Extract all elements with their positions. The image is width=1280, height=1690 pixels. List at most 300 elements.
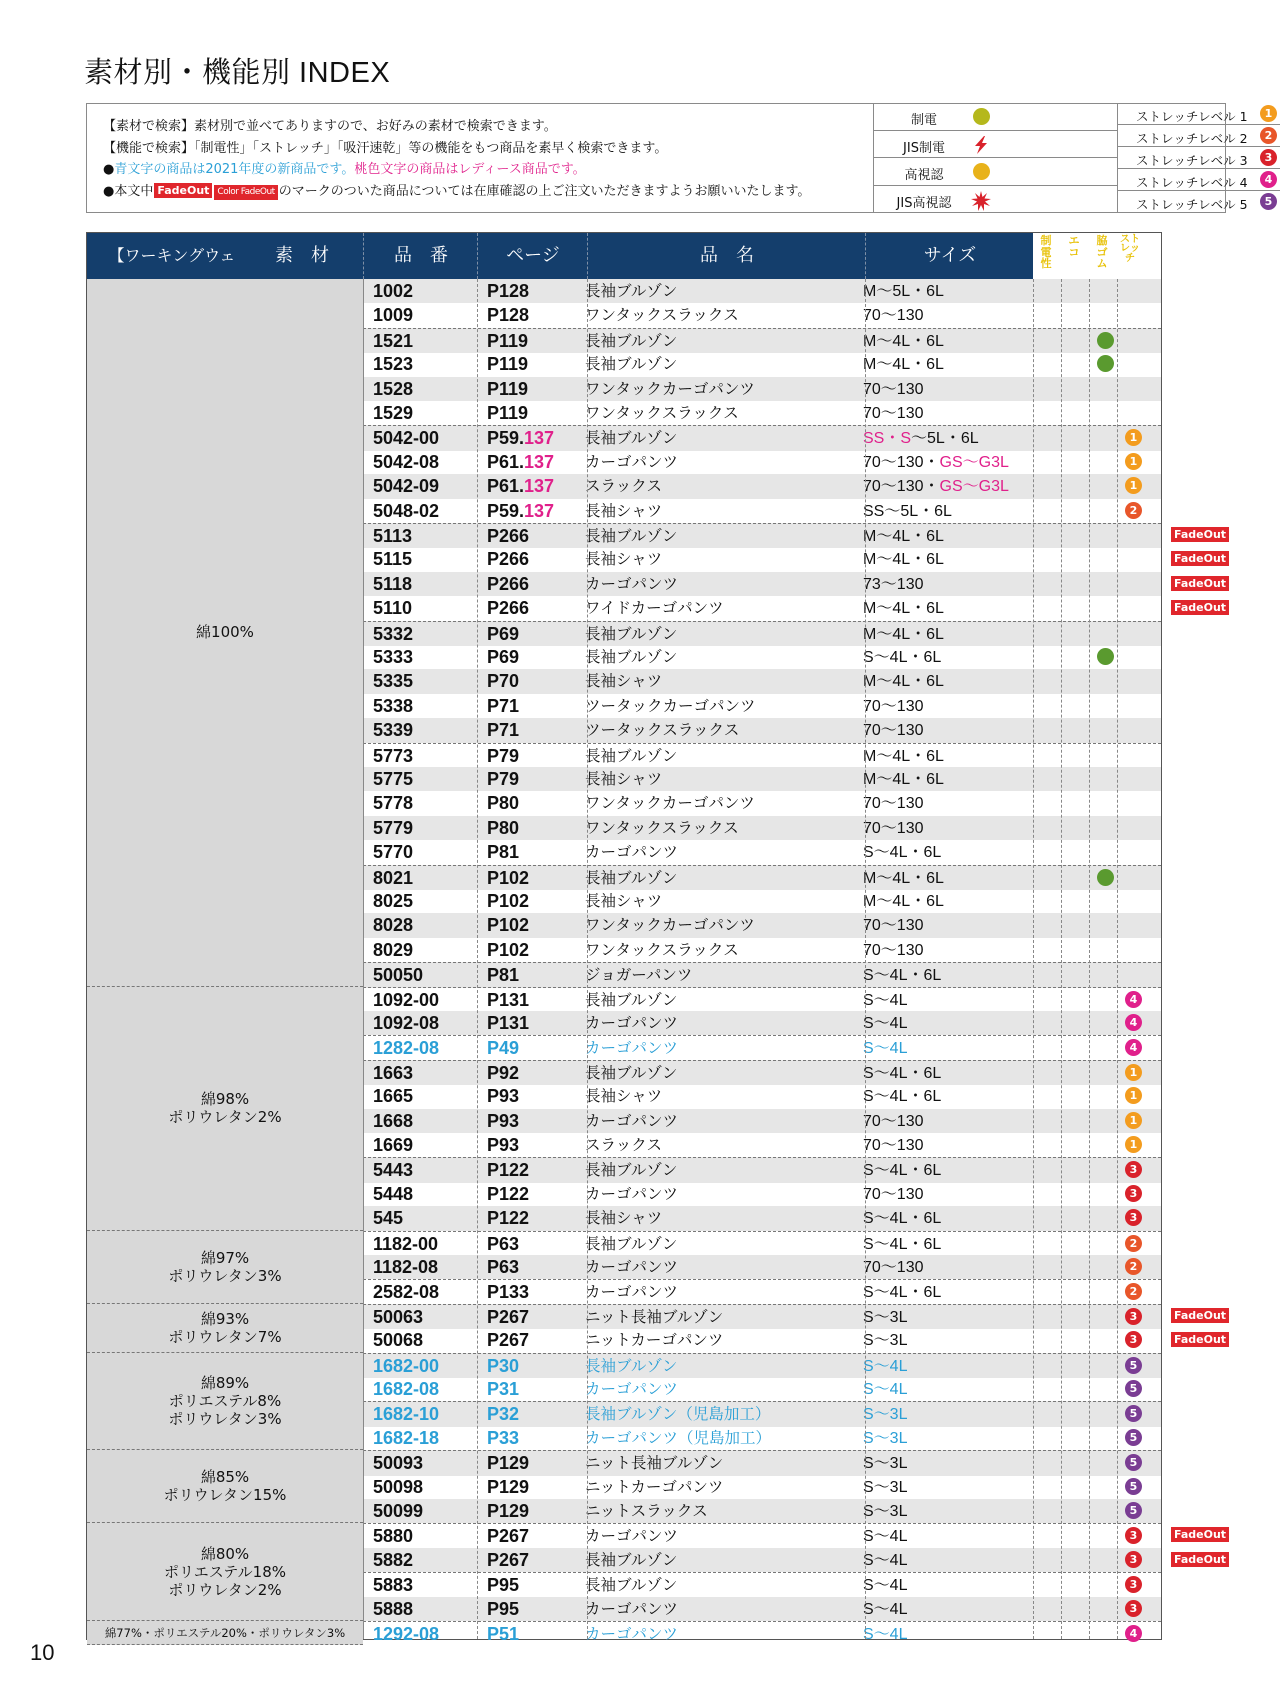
fadeout-badge: FadeOut — [1171, 600, 1229, 615]
product-code: 5335 — [373, 671, 414, 692]
product-name: 長袖ブルゾン — [585, 527, 678, 545]
stretch-level-icon: 5 — [1125, 1478, 1142, 1495]
stretch-1-icon: 1 — [1260, 105, 1277, 122]
table-row — [363, 1572, 1161, 1597]
stretch-legend — [1117, 103, 1280, 213]
size-range: S〜4L — [863, 1381, 908, 1398]
fadeout-badge: FadeOut — [1171, 576, 1229, 591]
table-row — [363, 572, 1161, 596]
legend-label: ストレッチレベル 3 — [1136, 153, 1248, 168]
size-range: S〜3L — [863, 1478, 908, 1496]
size-range: 70〜130 — [863, 405, 924, 422]
size-range: 70〜130 — [863, 697, 924, 715]
stretch-level-icon: 1 — [1125, 1064, 1142, 1081]
divider — [363, 279, 364, 1639]
product-name: カーゴパンツ — [585, 1380, 679, 1398]
size-range: 70〜130 — [863, 795, 924, 813]
stretch-level-icon: 1 — [1125, 429, 1142, 446]
page-ref: P95 — [487, 1598, 520, 1619]
legend-stretch-1 — [1118, 103, 1280, 125]
size-range: S〜4L・6L — [863, 1235, 942, 1253]
stretch-level-icon: 1 — [1125, 1136, 1142, 1153]
size-range: M〜4L・6L — [863, 673, 944, 691]
size-part: 70〜130・ — [863, 453, 940, 471]
divider — [1061, 279, 1062, 1639]
page-ref: P267 — [487, 1549, 530, 1570]
product-code: 5779 — [373, 817, 414, 838]
size-range: S〜4L — [863, 1357, 908, 1375]
product-code: 50068 — [373, 1330, 424, 1351]
stretch-level-icon: 5 — [1125, 1357, 1142, 1374]
legend-label: ストレッチレベル 1 — [1136, 109, 1248, 124]
page-ref: P61.137 — [487, 451, 555, 472]
table-row — [363, 865, 1161, 890]
size-range: S〜4L・6L — [863, 1210, 942, 1228]
page-ref: P79 — [487, 745, 520, 766]
page-ref: P93 — [487, 1135, 520, 1155]
table-row — [363, 1011, 1161, 1035]
header-page: ページ — [477, 233, 588, 279]
product-name: 長袖ブルゾン — [585, 282, 678, 300]
legend-label: 高視認 — [904, 168, 944, 183]
size-range: S〜3L — [863, 1406, 908, 1424]
product-code: 50063 — [373, 1306, 424, 1327]
size-range: SS〜5L・6L — [863, 502, 952, 520]
product-code: 5448 — [373, 1183, 414, 1204]
table-row — [363, 791, 1161, 815]
product-name: ワンタックカーゴパンツ — [585, 916, 755, 935]
product-code: 50099 — [373, 1501, 424, 1521]
size-range: S〜3L — [863, 1308, 908, 1326]
product-code: 5333 — [373, 647, 414, 667]
size-range: M〜4L・6L — [863, 528, 944, 545]
size-range: 70〜130 — [863, 1185, 924, 1203]
page-ref: P93 — [487, 1086, 520, 1107]
product-code: 5443 — [373, 1160, 414, 1181]
size-range: M〜4L・6L — [863, 332, 944, 350]
product-name: 長袖シャツ — [585, 770, 663, 788]
divider — [865, 279, 866, 1639]
size-range: M〜4L・6L — [863, 747, 944, 765]
table-row — [363, 1597, 1161, 1621]
product-name: 長袖ブルゾン — [585, 868, 678, 887]
size-range: 70〜130 — [863, 819, 924, 837]
table-row — [363, 1255, 1161, 1279]
page-ref: P92 — [487, 1062, 520, 1083]
product-code: 50093 — [373, 1453, 424, 1474]
product-code: 5882 — [373, 1549, 414, 1570]
header-waki-gomu: 脇ゴム — [1096, 234, 1108, 270]
table-row — [363, 303, 1161, 327]
header-category: 【ワーキングウェ — [108, 246, 236, 265]
product-code: 5883 — [373, 1575, 414, 1596]
size-range: 70〜130 — [863, 722, 924, 740]
header-code: 品 番 — [363, 233, 478, 279]
page-ref: P71 — [487, 720, 520, 741]
note-color-legend — [103, 159, 810, 181]
product-name: カーゴパンツ — [585, 452, 679, 471]
size-range: S〜3L — [863, 1429, 908, 1447]
stretch-level-icon: 2 — [1125, 1235, 1142, 1252]
bullet: ● — [103, 162, 115, 177]
page-ref: P128 — [487, 305, 530, 326]
page-ref: P129 — [487, 1476, 530, 1497]
product-name: 長袖ブルゾン — [585, 624, 678, 643]
table-row — [363, 474, 1161, 498]
lightning-icon — [971, 136, 991, 154]
stretch-level-icon: 4 — [1125, 1039, 1142, 1056]
table-row — [363, 547, 1161, 571]
table-row — [363, 1035, 1161, 1060]
legend-jis-seiden — [874, 131, 1118, 159]
size-range: S〜4L・6L — [863, 649, 942, 666]
stretch-level-icon: 1 — [1125, 1087, 1142, 1104]
product-name: 長袖シャツ — [585, 892, 663, 910]
product-code: 1669 — [373, 1135, 414, 1155]
product-code: 1292-08 — [373, 1624, 440, 1644]
fadeout-badge: FadeOut — [1171, 1332, 1229, 1347]
product-code: 1521 — [373, 330, 414, 351]
size-range: M〜4L・6L — [863, 869, 944, 887]
size-part: GS〜G3L — [939, 453, 1009, 471]
product-name: 長袖シャツ — [585, 501, 663, 520]
size-range: S〜3L — [863, 1503, 908, 1520]
product-code: 1282-08 — [373, 1038, 440, 1059]
page-ref: P81 — [487, 842, 520, 863]
page-ref: P80 — [487, 793, 520, 814]
product-code: 8028 — [373, 915, 414, 936]
size-range: M〜4L・6L — [863, 771, 944, 788]
page-ref: P267 — [487, 1306, 530, 1327]
legend-jis-koshinin — [874, 186, 1118, 214]
table-row — [363, 1279, 1161, 1304]
table-row — [363, 1328, 1161, 1352]
size-part: 70〜130・ — [863, 478, 940, 496]
product-code: 8029 — [373, 939, 414, 960]
stretch-level-icon: 3 — [1125, 1161, 1142, 1178]
product-name: 長袖ブルゾン — [585, 1576, 678, 1595]
product-name: ワンタックスラックス — [585, 404, 739, 422]
product-name: カーゴパンツ（児島加工） — [585, 1428, 772, 1447]
size-range: M〜4L・6L — [863, 625, 944, 643]
product-name: 長袖ブルゾン — [585, 355, 678, 374]
table-row — [363, 401, 1161, 425]
page-ref: P119 — [487, 403, 529, 423]
page-ref: P71 — [487, 695, 520, 716]
table-row — [363, 816, 1161, 840]
legend-label: JIS制電 — [903, 140, 945, 156]
product-code: 5778 — [373, 793, 414, 814]
table-row — [363, 450, 1161, 474]
size-range: 73〜130 — [863, 575, 924, 593]
page-ref: P69 — [487, 623, 520, 644]
page-ref: P30 — [487, 1355, 520, 1376]
size-range: S〜3L — [863, 1332, 908, 1350]
ladies-page-ref: 137 — [524, 428, 555, 449]
product-code: 8021 — [373, 867, 414, 888]
product-name: ツータックカーゴパンツ — [585, 696, 756, 715]
stretch-level-icon: 3 — [1125, 1576, 1142, 1593]
table-row — [363, 1353, 1161, 1378]
product-code: 5048-02 — [373, 500, 440, 521]
fadeout-badge: FadeOut — [1171, 551, 1229, 566]
table-row — [363, 1084, 1161, 1108]
material-group — [87, 1450, 363, 1523]
page-title: 素材別・機能別 INDEX — [84, 57, 391, 89]
product-code: 5042-08 — [373, 451, 440, 472]
page-ref: P122 — [487, 1160, 530, 1181]
table-row — [363, 377, 1161, 401]
product-name: カーゴパンツ — [585, 574, 679, 593]
product-code: 1529 — [373, 403, 414, 423]
divider — [477, 279, 478, 1639]
stretch-level-icon: 3 — [1125, 1600, 1142, 1617]
divider — [1033, 279, 1034, 1639]
fadeout-badge: FadeOut — [1171, 1527, 1229, 1542]
legend-seiden — [874, 103, 1118, 131]
page-ref: P267 — [487, 1526, 530, 1547]
table-row — [363, 1621, 1161, 1646]
product-name: カーゴパンツ — [585, 1039, 679, 1058]
product-name: カーゴパンツ — [585, 1258, 679, 1276]
material-label: 綿85% ポリウレタン15% — [163, 1468, 287, 1505]
product-code: 5115 — [373, 549, 413, 570]
header-size: サイズ — [865, 233, 1034, 279]
size-range: S〜4L — [863, 991, 908, 1009]
product-name: 長袖ブルゾン — [585, 1161, 678, 1180]
product-code: 1528 — [373, 378, 414, 399]
olive-dot-icon — [971, 108, 991, 126]
product-name: ワイドカーゴパンツ — [585, 599, 724, 618]
product-name: カーゴパンツ — [585, 1184, 679, 1203]
table-row — [363, 669, 1161, 693]
size-range: S〜4L・6L — [863, 844, 942, 862]
size-range: S〜4L — [863, 1040, 908, 1058]
waki-gomu-dot-icon — [1097, 332, 1114, 349]
product-code: 1092-00 — [373, 989, 440, 1010]
product-code: 5042-09 — [373, 476, 440, 497]
material-group — [87, 1353, 363, 1451]
product-name: ニット長袖ブルゾン — [585, 1307, 724, 1326]
product-code: 50050 — [373, 965, 424, 986]
note-function-search: 【機能で検索】「制電性」「ストレッチ」「吸汗速乾」等の機能をもつ商品を素早く検索できます。 — [103, 140, 668, 156]
material-label: 綿77%・ポリエステル20%・ポリウレタン3% — [104, 1625, 346, 1640]
product-code: 545 — [373, 1208, 404, 1229]
stretch-level-icon: 2 — [1125, 1283, 1142, 1300]
ladies-page-ref: 137 — [524, 451, 555, 472]
size-range: S〜4L — [863, 1528, 908, 1546]
product-name: 長袖シャツ — [585, 550, 663, 569]
product-code: 5773 — [373, 745, 414, 766]
size-range: M〜4L・6L — [863, 600, 944, 618]
page-ref: P59.137 — [487, 428, 555, 449]
product-name: ニット長袖ブルゾン — [585, 1454, 724, 1473]
product-code: 5775 — [373, 769, 414, 789]
legend-stretch-3 — [1118, 147, 1280, 169]
page-ref: P129 — [487, 1501, 530, 1521]
waki-gomu-dot-icon — [1097, 648, 1114, 665]
table-row — [363, 1426, 1161, 1450]
product-code: 1523 — [373, 354, 414, 375]
page-ref: P119 — [487, 378, 529, 399]
size-range: S〜4L — [863, 1551, 908, 1569]
page-ref: P129 — [487, 1453, 530, 1474]
stretch-level-icon: 4 — [1125, 991, 1142, 1008]
size-range: S〜3L — [863, 1455, 908, 1473]
legend-label: ストレッチレベル 5 — [1136, 197, 1248, 212]
table-row — [363, 1206, 1161, 1230]
table-row — [363, 645, 1161, 669]
waki-gomu-dot-icon — [1097, 355, 1114, 372]
size-range — [863, 474, 1009, 498]
page-ref: P122 — [487, 1208, 530, 1229]
product-name: 長袖ブルゾン — [585, 746, 678, 765]
stretch-level-icon: 1 — [1125, 1112, 1142, 1129]
material-group — [87, 1523, 363, 1621]
product-name: 長袖ブルゾン — [585, 1356, 678, 1375]
size-range: S〜4L・6L — [863, 1064, 942, 1082]
stretch-level-icon: 3 — [1125, 1551, 1142, 1568]
table-row — [363, 889, 1161, 913]
page-ref: P266 — [487, 598, 530, 619]
table-row — [363, 1231, 1161, 1256]
product-name: ワンタックスラックス — [585, 818, 739, 837]
page-ref: P102 — [487, 915, 530, 936]
product-name: カーゴパンツ — [585, 843, 679, 862]
stretch-4-icon: 4 — [1260, 171, 1277, 188]
product-code: 1009 — [373, 305, 414, 326]
size-range: S〜4L・6L — [863, 967, 942, 985]
size-part: 〜5L・6L — [911, 430, 979, 448]
fadeout-badge: FadeOut — [1171, 527, 1229, 542]
stretch-level-icon: 3 — [1125, 1308, 1142, 1325]
size-range: S〜4L・6L — [863, 1284, 942, 1302]
fadeout-badge: FadeOut — [1171, 1552, 1229, 1567]
divider — [1117, 279, 1118, 1639]
table-row — [363, 1548, 1161, 1572]
size-range: S〜4L — [863, 1015, 908, 1032]
table-row — [363, 328, 1161, 353]
table-row — [363, 1401, 1161, 1426]
note-material-search: 【素材で検索】素材別で並べてありますので、お好みの素材で検索できます。 — [103, 119, 557, 134]
product-name: 長袖ブルゾン — [585, 1063, 678, 1082]
table-row — [363, 1109, 1161, 1133]
page-ref: P128 — [487, 281, 530, 301]
product-name: カーゴパンツ — [585, 1527, 679, 1546]
material-group — [87, 1621, 363, 1645]
header-name: 品 名 — [587, 233, 866, 279]
material-group — [87, 1304, 363, 1353]
product-name: 長袖ブルゾン — [585, 1234, 678, 1253]
material-label: 綿93% ポリウレタン7% — [168, 1309, 282, 1346]
stretch-level-icon: 4 — [1125, 1014, 1142, 1031]
page-ref: P61.137 — [487, 476, 555, 497]
size-range: S〜4L・6L — [863, 1162, 942, 1180]
size-range: S〜4L — [863, 1626, 908, 1643]
product-name: ジョガーパンツ — [585, 966, 693, 985]
product-code: 5888 — [373, 1598, 414, 1619]
table-row — [363, 621, 1161, 646]
note-fadeout — [103, 181, 810, 203]
page-ref: P51 — [487, 1624, 520, 1644]
ladies-page-ref: 137 — [524, 500, 555, 521]
product-code: 5110 — [373, 598, 413, 619]
ladies-page-ref: 137 — [524, 476, 555, 497]
page-ref: P122 — [487, 1183, 530, 1204]
product-code: 1182-00 — [373, 1233, 439, 1254]
page-ref: P70 — [487, 671, 520, 692]
table-row — [363, 913, 1161, 937]
product-code: 1002 — [373, 281, 414, 301]
product-code: 5880 — [373, 1526, 414, 1547]
size-range: 70〜130 — [863, 917, 924, 935]
stretch-5-icon: 5 — [1260, 193, 1277, 210]
product-code: 1663 — [373, 1062, 414, 1083]
size-range: 70〜130 — [863, 1259, 924, 1276]
legend-label: JIS高視認 — [896, 195, 952, 211]
stretch-level-icon: 5 — [1125, 1429, 1142, 1446]
table-row — [363, 962, 1161, 987]
product-code: 5332 — [373, 623, 414, 644]
product-code: 5113 — [373, 526, 413, 546]
product-name: 長袖ブルゾン — [585, 331, 678, 350]
page-ref: P131 — [487, 989, 530, 1010]
stretch-3-icon: 3 — [1260, 149, 1277, 166]
stretch-level-icon: 5 — [1125, 1454, 1142, 1471]
stretch-level-icon: 3 — [1125, 1331, 1142, 1348]
table-row — [363, 499, 1161, 523]
legend-koshinin — [874, 158, 1118, 186]
page-ref: P267 — [487, 1330, 530, 1351]
product-code: 50098 — [373, 1476, 424, 1497]
table-row — [363, 1304, 1161, 1329]
product-name: カーゴパンツ — [585, 1599, 679, 1618]
product-name: ニットカーゴパンツ — [585, 1477, 724, 1496]
product-code: 8025 — [373, 891, 414, 911]
stretch-level-icon: 3 — [1125, 1185, 1142, 1202]
material-group — [87, 987, 363, 1231]
page-ref: P32 — [487, 1404, 520, 1425]
size-range — [863, 450, 1009, 474]
page-ref: P266 — [487, 549, 530, 570]
note-pink-text: 桃色文字の商品はレディース商品です。 — [354, 162, 586, 177]
material-label: 綿100% — [196, 623, 254, 642]
page-ref: P119 — [487, 354, 529, 375]
product-name: ワンタックカーゴパンツ — [585, 379, 755, 398]
material-label: 綿89% ポリエステル8% ポリウレタン3% — [168, 1373, 282, 1428]
product-code: 5770 — [373, 842, 414, 863]
product-code: 1682-18 — [373, 1427, 440, 1448]
header-function-area — [1033, 233, 1161, 279]
product-name: ワンタックスラックス — [585, 306, 739, 325]
stretch-level-icon: 2 — [1125, 1258, 1142, 1275]
product-code: 1182-08 — [373, 1257, 439, 1277]
table-row — [363, 1133, 1161, 1157]
table-row — [363, 1060, 1161, 1085]
fadeout-badge: FadeOut — [154, 183, 212, 198]
size-part: GS〜G3L — [939, 478, 1009, 496]
table-row — [363, 279, 1161, 303]
product-name: スラックス — [585, 1136, 663, 1154]
page-ref: P33 — [487, 1427, 520, 1448]
product-name: 長袖ブルゾン — [585, 429, 678, 448]
header-eco: エコ — [1068, 234, 1080, 259]
note-blue-text: 青文字の商品は2021年度の新商品です。 — [114, 162, 355, 177]
table-row — [363, 743, 1161, 768]
table-row — [363, 1499, 1161, 1523]
product-code: 5339 — [373, 720, 414, 741]
page-ref: P69 — [487, 647, 520, 667]
